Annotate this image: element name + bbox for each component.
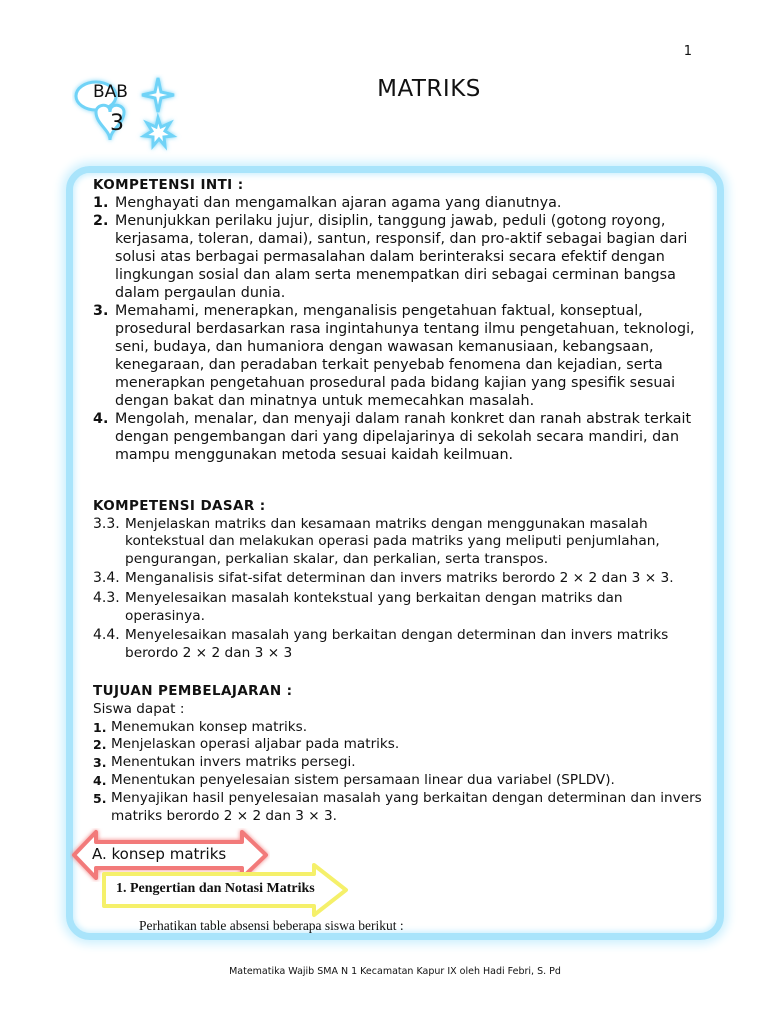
item-number: 3. xyxy=(93,303,109,319)
item-text: Menjelaskan matriks dan kesamaan matriks dengan menggunakan masalah kontekstual dan melakukan operasi pada matriks yang meliputi penjumlahan, pengurangan, perkalian skalar, dan perkalian, serta transpos. xyxy=(125,515,660,567)
list-item xyxy=(93,516,705,569)
list-item xyxy=(93,302,705,410)
page-number: 1 xyxy=(683,44,692,59)
list-item xyxy=(93,627,705,662)
badge-label: BAB xyxy=(93,82,128,102)
item-text: Menentukan penyelesaian sistem persamaan linear dua variabel (SPLDV). xyxy=(111,771,615,788)
badge-number: 3 xyxy=(110,111,124,136)
item-number: 2. xyxy=(93,213,109,229)
list-item xyxy=(93,410,705,464)
list-item xyxy=(93,212,705,302)
item-number: 1. xyxy=(93,195,109,211)
kompetensi-inti-heading: KOMPETENSI INTI : xyxy=(93,177,244,193)
page-footer: Matematika Wajib SMA N 1 Kecamatan Kapur IX oleh Hadi Febri, S. Pd xyxy=(229,966,561,977)
item-text: Menentukan invers matriks persegi. xyxy=(111,754,356,771)
item-text: Menganalisis sifat-sifat determinan dan invers matriks berordo 2 × 2 dan 3 × 3. xyxy=(125,570,674,587)
item-number: 3.3. xyxy=(93,515,120,532)
list-item xyxy=(93,590,705,625)
item-number: 4.4. xyxy=(93,627,120,644)
list-item xyxy=(93,194,705,212)
item-text: Menyelesaikan masalah yang berkaitan dengan determinan dan invers matriks berordo 2 × 2 dan 3 × 3 xyxy=(125,627,669,661)
item-text: Menyelesaikan masalah kontekstual yang berkaitan dengan matriks dan operasinya. xyxy=(125,589,623,624)
item-number: 4.3. xyxy=(93,589,120,606)
kompetensi-inti-section xyxy=(93,176,705,464)
item-text: Mengolah, menalar, dan menyaji dalam ranah konkret dan ranah abstrak terkait dengan pengembangan dari yang dipelajarinya di sekolah secara mandiri, dan mampu menggunakan metoda sesuai kaidah keilmuan. xyxy=(115,411,692,463)
tujuan-intro: Siswa dapat : xyxy=(93,700,185,717)
section-a-heading: A. konsep matriks xyxy=(92,845,227,863)
item-number: 4. xyxy=(93,411,109,427)
chapter-badge xyxy=(72,74,184,158)
item-number: 3. xyxy=(93,755,107,771)
list-item xyxy=(93,719,705,737)
tujuan-section xyxy=(93,683,705,825)
item-text: Menunjukkan perilaku jujur, disiplin, tanggung jawab, peduli (gotong royong, kerjasama, toleran, damai), santun, responsif, dan pro-aktif sebagai bagian dari solusi atas berbagai permasalahan dalam berinteraksi secara efektif dengan lingkungan sosial dan alam serta menempatkan diri sebagai cerminan bangsa dalam pergaulan dunia. xyxy=(115,213,688,301)
list-item xyxy=(93,570,705,588)
item-number: 3.4. xyxy=(93,570,120,587)
subsection-heading: 1. Pengertian dan Notasi Matriks xyxy=(116,881,315,896)
item-text: Menyajikan hasil penyelesaian masalah yang berkaitan dengan determinan dan invers matriks berordo 2 × 2 dan 3 × 3. xyxy=(111,789,702,824)
chapter-title: MATRIKS xyxy=(377,76,481,102)
list-item xyxy=(93,790,705,826)
item-number: 5. xyxy=(93,790,107,806)
item-text: Menjelaskan operasi aljabar pada matriks. xyxy=(111,736,400,753)
item-text: Menghayati dan mengamalkan ajaran agama yang dianutnya. xyxy=(115,195,562,211)
kompetensi-dasar-section xyxy=(93,498,705,664)
intro-text: Perhatikan table absensi beberapa siswa berikut : xyxy=(139,918,404,933)
list-item xyxy=(93,772,705,790)
list-item xyxy=(93,754,705,772)
kompetensi-dasar-heading: KOMPETENSI DASAR : xyxy=(93,498,266,514)
item-text: Memahami, menerapkan, menganalisis pengetahuan faktual, konseptual, prosedural berdasarkan rasa ingintahunya tentang ilmu pengetahuan, teknologi, seni, budaya, dan humaniora dengan wawasan kemanusiaan, kebangsaan, kenegaraan, dan peradaban terkait penyebab fenomena dan kejadian, serta menerapkan pengetahuan prosedural pada bidang kajian yang spesifik sesuai dengan bakat dan minatnya untuk memecahkan masalah. xyxy=(115,303,695,409)
item-text: Menemukan konsep matriks. xyxy=(111,718,308,735)
item-number: 4. xyxy=(93,772,107,788)
burst-star-icon xyxy=(144,118,173,146)
item-number: 2. xyxy=(93,737,107,753)
tujuan-heading: TUJUAN PEMBELAJARAN : xyxy=(93,683,293,699)
list-item xyxy=(93,736,705,754)
item-number: 1. xyxy=(93,719,107,735)
sparkle-star-icon xyxy=(142,78,174,112)
